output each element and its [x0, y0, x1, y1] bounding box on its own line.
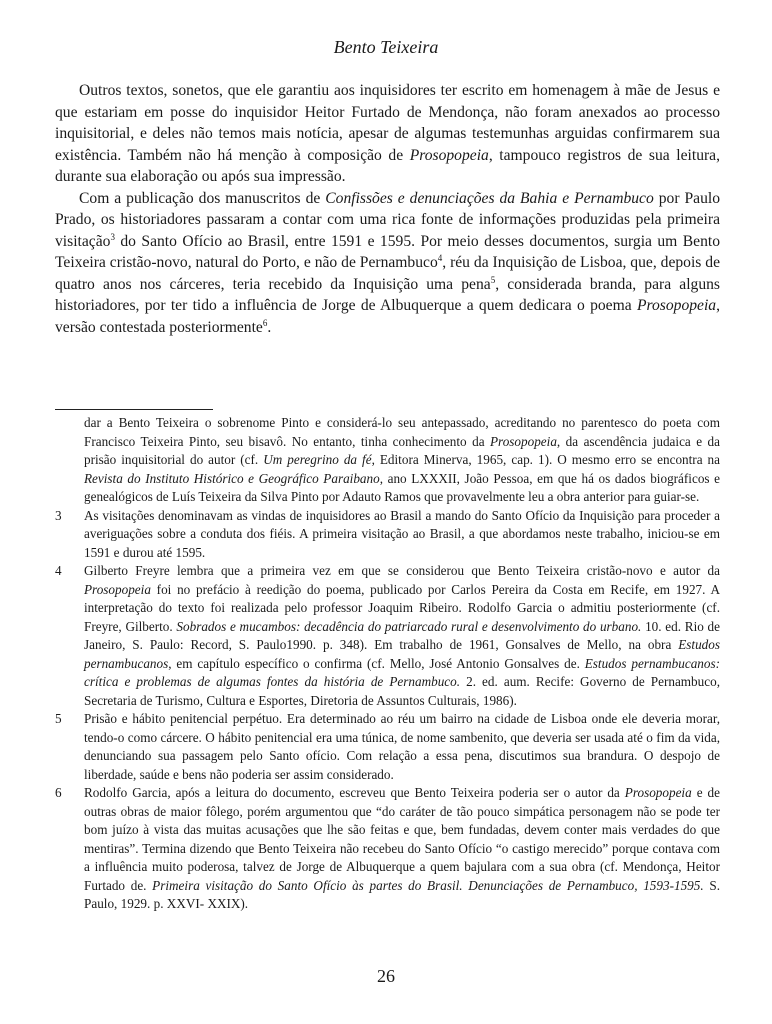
italic-title: Sobrados e mucambos: decadência do patriarcado rural e desenvolvimento do urbano. [176, 618, 642, 634]
paragraph-1 [55, 80, 720, 188]
text-run: , considerada branda, para alguns historiadores, por ter tido a influência de Jorge de Albuquerque a quem dedicara o poema [55, 275, 721, 314]
text-run: dar a Bento Teixeira o sobrenome Pinto e considerá-lo seu antepassado, acreditando no parentesco do poeta com Francisco Teixeira Pinto, seu bisavô. No entanto, tinha conhecimento da [84, 415, 720, 449]
text-run: As visitações denominavam as vindas de inquisidores ao Brasil a mando do Santo Ofício da Inquisição para proceder a averiguações sobre a conduta dos fiéis. A primeira visitação ao Brasil, a que abordamos neste trabalho, iniciou-se em 1591 e durou até 1595. [84, 507, 720, 560]
text-run: , em capítulo específico o confirma (cf. Mello, José Antonio Gonsalves de. [168, 655, 585, 671]
italic-title: Estudos pernambucanos [84, 637, 720, 671]
text-run: Rodolfo Garcia, após a leitura do documento, escreveu que Bento Teixeira poderia ser o autor da [84, 785, 625, 800]
italic-title: Prosopopeia [409, 146, 489, 164]
italic-title: Um peregrino da fé [263, 452, 372, 467]
text-run: . [267, 318, 272, 336]
italic-title: Revista do Instituto Histórico e Geográfico Paraibano [84, 470, 380, 486]
footnote-6 [55, 784, 720, 914]
text-run: , tampouco registros de sua leitura, durante sua elaboração ou após sua impressão. [55, 146, 720, 185]
italic-title: Primeira visitação do Santo Ofício às partes do Brasil. Denunciações de Pernambuco, 1593-1595. [152, 877, 704, 893]
text-run: , réu da Inquisição de Lisboa, que, depois de quatro anos nos cárceres, teria recebido da Inquisição uma pena [55, 254, 720, 293]
footnote-4 [55, 562, 720, 710]
text-run: Prisão e hábito penitencial perpétuo. Era determinado ao réu um bairro na cidade de Lisboa onde ele deveria morar, tendo-o como cárcere. O hábito penitencial era uma túnica, de nome sambenito, que deveria ser usada até o fim da vida, denunciando sua passagem pelo Santo ofício. Com relação a essa pena, discutimos sua brandura. O despojo de liberdade, saúde e bens não poderia ser assim considerado. [84, 711, 720, 782]
text-run: , versão contestada posteriormente [55, 297, 720, 336]
text-run: por Paulo Prado, os historiadores passaram a contar com uma rica fonte de informações produzidas pela primeira visitação [55, 189, 720, 250]
italic-title: Prosopopeia [636, 297, 717, 314]
text-run: 2. ed. aum. Recife: Governo de Pernambuco, Secretaria de Turismo, Cultura e Esportes, Diretoria de Assuntos Culturais, 1986). [84, 674, 720, 708]
footnote-ref[interactable]: 3 [110, 231, 115, 242]
italic-title: Prosopopeia [84, 581, 151, 597]
footnote-number: 4 [55, 563, 62, 578]
running-title: Bento Teixeira [333, 37, 439, 57]
text-run: do Santo Ofício ao Brasil, entre 1591 e 1595. Por meio desses documentos, surgia um Bento Teixeira cristão-novo, natural do Porto, e não de Pernambuco [55, 232, 720, 271]
footnote-3 [55, 507, 720, 563]
text-run: , da ascendência judaica e da prisão inquisitorial do autor (cf. [84, 433, 720, 467]
footnote-continued [55, 414, 720, 507]
text-run: , ano LXXXII, João Pessoa, em que há os dados biográficos e genealógicos de Luís Teixeira da Silva Pinto por Adauto Ramos que provavelmente leu a obra anterior para guiar-se. [84, 470, 720, 504]
text-run: foi no prefácio à reedição do poema, publicado por Carlos Pereira da Costa em Recife, em 1927. A interpretação do texto foi realizada pelo professor Joaquim Ribeiro. Rodolfo Garcia o admitiu posteriormente (cf. Freyre, Gilberto. [84, 581, 720, 634]
text-run: Gilberto Freyre lembra que a primeira vez em que se considerou que Bento Teixeira cristão-novo e autor da [84, 563, 720, 578]
text-run: , Editora Minerva, 1965, cap. 1). O mesmo erro se encontra na [371, 452, 721, 467]
italic-title: Prosopopeia [624, 785, 692, 800]
text-run: Outros textos, sonetos, que ele garantiu aos inquisidores ter escrito em homenagem à mãe de Jesus e que estariam em posse do inquisidor Heitor Furtado de Mendonça, não foram anexados ao processo inquisitorial, e deles não temos mais notícia, apesar de algumas testemunhas arguidas confirmarem sua existência. Também não há menção à composição de [55, 82, 720, 164]
footnote-number: 3 [55, 507, 62, 523]
footnote-separator [55, 409, 213, 410]
italic-title: Prosopopeia [490, 433, 557, 449]
text-run: 10. ed. Rio de Janeiro, S. Paulo: Record, S. Paulo1990. p. 348). Em trabalho de 1961, Gonsalves de Mello, na obra [84, 618, 720, 652]
footnotes [55, 414, 720, 914]
footnote-number: 6 [55, 785, 62, 800]
page-number: 26 [377, 966, 395, 986]
text-run: S. Paulo, 1929. p. XXVI- XXIX). [84, 877, 720, 911]
footnote-ref[interactable]: 4 [437, 252, 443, 263]
italic-title: Estudos pernambucanos: crítica e problemas de algumas fontes da história de Pernambuco. [84, 655, 720, 689]
paragraph-2 [55, 188, 720, 339]
text-run: Com a publicação dos manuscritos de [79, 189, 326, 207]
footnote-ref[interactable]: 5 [490, 274, 496, 285]
text-run: e de outras obras de maior fôlego, porém argumentou que “do caráter de tão pouco simpática personagem não se pode ter bom juízo à vista das muitas acusações que lhe são feitas e que, bem fundadas, devem conter mais verdades do que mentiras”. Termina dizendo que Bento Teixeira não recebeu do Santo Ofício “o castigo merecido” porque contava com a influência muito poderosa, talvez de Jorge de Albuquerque a quem bajulara com a sua obra (cf. Mendonça, Heitor Furtado de. [84, 785, 720, 893]
footnote-number: 5 [55, 711, 62, 726]
italic-title: Confissões e denunciações da Bahia e Pernambuco [325, 189, 654, 207]
footnote-5 [55, 710, 720, 784]
footnote-ref[interactable]: 6 [262, 317, 268, 328]
main-text [55, 80, 720, 338]
